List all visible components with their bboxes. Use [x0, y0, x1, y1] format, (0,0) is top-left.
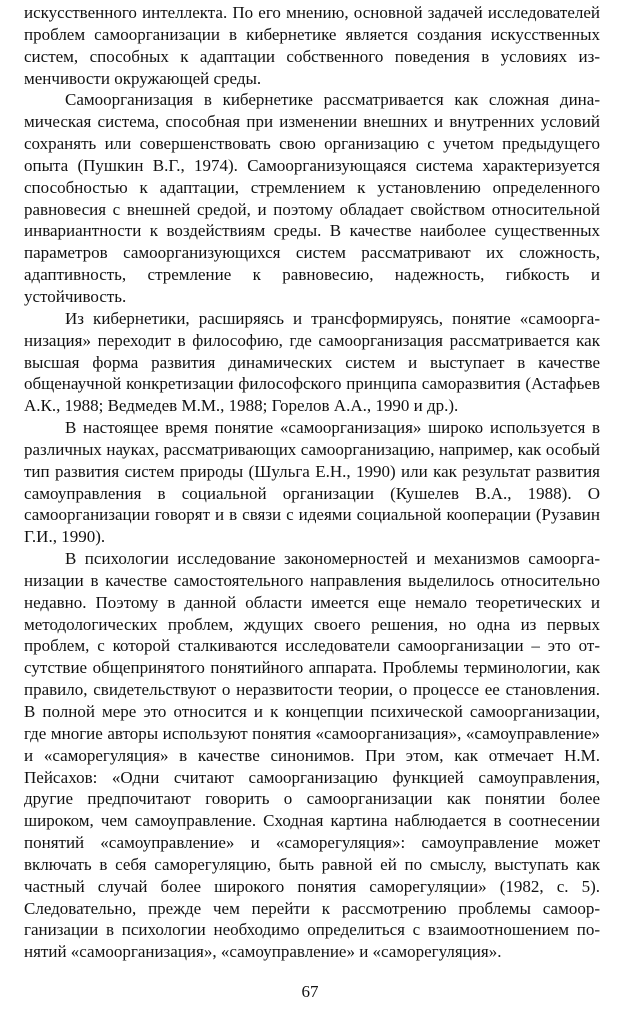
paragraph-1-continuation: искусственного интеллекта. По его мнению, основной задачей исследователей проблем самоорганизации в кибернетике является создания искусственных систем, способных к адаптации собственного поведения в условиях изменчивости окружающей среды.: [24, 3, 600, 88]
paragraph-4: В настоящее время понятие «самоорганизация» широко используется в различных науках, рассматривающих самоорганизацию, например, как особый тип развития систем природы (Шульга Е.Н., 1990) или как результат развития самоуправления в социальной организации (Кушелев В.А., 1988). О самоорганизации говорят и в связи с идеями социальной кооперации (Рузавин Г.И., 1990).: [24, 418, 600, 547]
paragraph-5: В психологии исследование закономерностей и механизмов самоорганизации в качестве самостоятельного направления выделилось относительно недавно. Поэтому в данной области имеется еще немало теоретических и методологических проблем, ждущих своего решения, но одна из первых проблем, с которой сталкиваются исследователи самоорганизации – это отсутствие общепринятого понятийного аппарата. Проблемы терминологии, как правило, свидетельствуют о неразвитости теории, о процессе ее становления. В полной мере это относится и к концепции психической самоорганизации, где многие авторы используют понятия «самоорганизация», «самоуправление» и «саморегуляция» в качестве синонимов. При этом, как отмечает Н.М. Пейсахов: «Одни считают самоорганизацию функцией самоуправления, другие предпочитают говорить о самоорганизации как понятии более широком, чем самоуправление. Сходная картина наблюдается в соотнесении понятий «самоуправление» и «саморегуляция»: самоуправление может включать в себя саморегуляцию, быть равной ей по смыслу, выступать как частный случай более широкого понятия саморегуляции» (1982, с. 5). Следовательно, прежде чем перейти к рассмотрению проблемы самоорганизации в психологии необходимо определиться с взаимоотношением понятий «самоорганизация», «самоуправление» и «саморегуляция».: [24, 549, 600, 962]
paragraph-3: Из кибернетики, расширяясь и трансформируясь, понятие «самоорганизация» переходит в философию, где самоорганизация рассматривается как высшая форма развития динамических систем и выступает в качестве общенаучной конкретизации философского принципа саморазвития (Астафьев А.К., 1988; Ведмедев М.М., 1988; Горелов А.А., 1990 и др.).: [24, 308, 600, 416]
page-number: 67: [301, 982, 319, 1001]
paragraph-2: Самоорганизация в кибернетике рассматривается как сложная динамическая система, способная при изменении внешних и внутренних условий сохранять или совершенствовать свою организацию с учетом предыдущего опыта (Пушкин В.Г., 1974). Самоорганизующаяся система характеризуется способностью к адаптации, стремлением к установлению определенного равновесия с внешней средой, и поэтому обладает свойством относительной инвариантности к воздействиям среды. В качестве наиболее существенных параметров самоорганизующихся систем рассматривают их сложность, адаптивность, стремление к равновесию, надежность, гибкость и устойчивость.: [24, 90, 600, 306]
